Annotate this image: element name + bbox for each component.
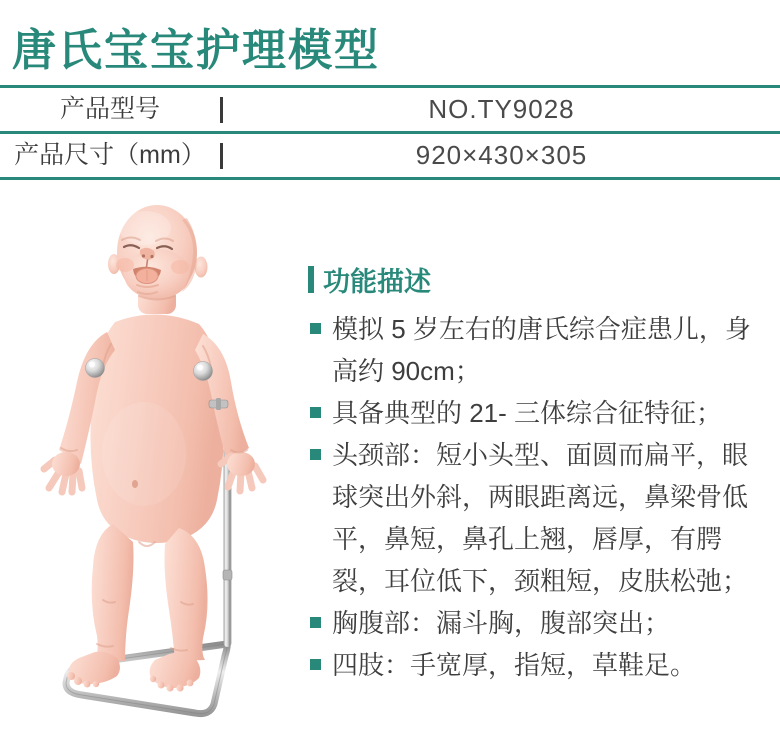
spec-value-size: 920×430×305 xyxy=(415,140,588,170)
feature-list xyxy=(308,308,774,686)
spec-label-model: 产品型号 xyxy=(59,95,160,123)
feature-text: 头颈部：短小头型、面圆而扁平，眼球突出外斜，两眼距离远，鼻梁骨低平，鼻短，鼻孔上翘，唇厚，有腭裂，耳位低下，颈粗短，皮肤松弛； xyxy=(332,440,749,596)
spec-value-model: NO.TY9028 xyxy=(428,94,575,124)
spec-row-size xyxy=(0,134,780,177)
spec-row-model xyxy=(0,88,780,131)
bullet-square-icon xyxy=(310,323,321,334)
list-item xyxy=(308,308,774,392)
features-header xyxy=(308,260,774,299)
page-title: 唐氏宝宝护理模型 xyxy=(12,26,380,75)
bullet-square-icon xyxy=(310,407,321,418)
feature-text: 四肢：手宽厚，指短，草鞋足。 xyxy=(332,650,697,680)
baby-model-illustration xyxy=(18,192,300,737)
list-item xyxy=(308,434,774,602)
accent-bar-icon xyxy=(308,266,314,293)
bullet-square-icon xyxy=(310,449,321,460)
divider-line-bottom xyxy=(0,177,780,180)
feature-text: 胸腹部：漏斗胸，腹部突出； xyxy=(332,608,671,638)
feature-text: 模拟 5 岁左右的唐氏综合症患儿，身高约 90cm； xyxy=(332,314,751,386)
spec-label-size: 产品尺寸（mm） xyxy=(14,141,206,169)
feature-text: 具备典型的 21- 三体综合征特征； xyxy=(332,398,723,428)
bullet-square-icon xyxy=(310,617,321,628)
bullet-square-icon xyxy=(310,659,321,670)
list-item xyxy=(308,644,774,686)
features-heading: 功能描述 xyxy=(323,267,431,297)
features-section xyxy=(308,260,774,686)
product-photo xyxy=(18,192,300,737)
list-item xyxy=(308,392,774,434)
list-item xyxy=(308,602,774,644)
